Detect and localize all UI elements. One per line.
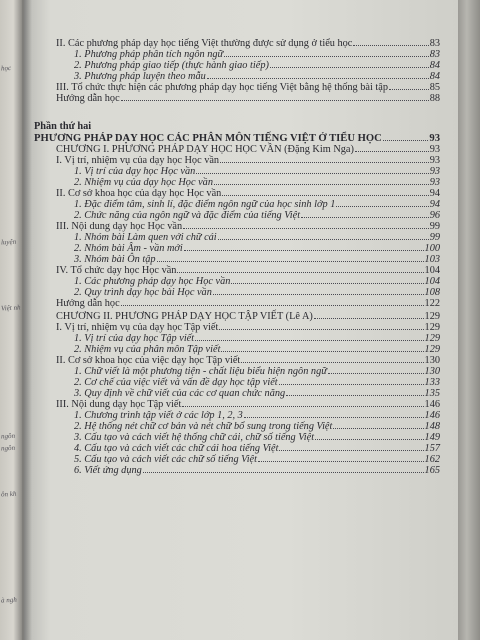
toc-entry <box>34 298 440 309</box>
toc-entry-page: 94 <box>429 188 440 199</box>
toc-entry <box>34 221 440 232</box>
toc-entry-title: 4. Cấu tạo và cách viết các chữ cái hoa tiếng Việt <box>74 443 279 454</box>
leader-dots <box>195 340 423 341</box>
toc-entry-title: Hướng dẫn học <box>56 93 120 104</box>
toc-entry <box>34 155 440 166</box>
toc-entry-page: 104 <box>424 276 440 287</box>
leader-dots <box>121 100 429 101</box>
leader-dots <box>214 184 429 185</box>
toc-entry-title: 3. Phương pháp luyện theo mẫu <box>74 71 206 82</box>
toc-entry-page: 93 <box>429 166 440 177</box>
toc-entry <box>34 399 440 410</box>
leader-dots <box>222 195 428 196</box>
leader-dots <box>279 384 424 385</box>
part-title <box>34 133 440 144</box>
toc-entry-title: 1. Phương pháp phân tích ngôn ngữ <box>74 49 224 60</box>
toc-entry-page: 84 <box>429 60 440 71</box>
toc-entry-page: 149 <box>424 432 440 443</box>
leader-dots <box>224 56 429 57</box>
leader-dots <box>182 406 423 407</box>
toc-entry-title: 3. Cấu tạo và cách viết hệ thống chữ cái, chữ số tiếng Việt <box>74 432 315 443</box>
leader-dots <box>241 362 423 363</box>
leader-dots <box>220 162 429 163</box>
toc-entry <box>34 232 440 243</box>
toc-entry-page: 129 <box>424 311 440 322</box>
toc-entry-title: 1. Các phương pháp dạy học Học vần <box>74 276 231 287</box>
toc-entry-page: 93 <box>429 155 440 166</box>
toc-entry-title: 3. Quy định về chữ viết của các cơ quan chức năng <box>74 388 286 399</box>
leader-dots <box>184 250 424 251</box>
leader-dots <box>314 318 424 319</box>
toc-entry <box>34 355 440 366</box>
margin-fragment: Việt nh <box>0 303 21 313</box>
toc-entry-title: Hướng dẫn học <box>56 298 120 309</box>
toc-entry <box>34 333 440 344</box>
toc-entry-title: 1. Vị trí của dạy học Học vần <box>74 166 196 177</box>
leader-dots <box>270 67 429 68</box>
page-edge <box>458 0 480 640</box>
chapter-entry <box>34 144 440 155</box>
toc-entry-title: 1. Nhóm bài Làm quen với chữ cái <box>74 232 217 243</box>
leader-dots <box>258 461 424 462</box>
toc-entry <box>34 366 440 377</box>
toc-entry-title: II. Cơ sở khoa học của việc dạy học Tập viết <box>56 355 241 366</box>
toc-entry-page: 108 <box>424 287 440 298</box>
toc-entry-page: 94 <box>429 199 440 210</box>
toc-entry-page: 135 <box>424 388 440 399</box>
toc-entry-title: 2. Cơ chế của việc viết và vấn đề dạy học tập viết <box>74 377 278 388</box>
leader-dots <box>279 450 423 451</box>
toc-entry-title: II. Các phương pháp dạy học tiếng Việt thường được sử dụng ở tiểu học <box>56 38 353 49</box>
toc-entry <box>34 377 440 388</box>
toc-entry <box>34 177 440 188</box>
leader-dots <box>231 283 423 284</box>
toc-entry <box>34 388 440 399</box>
toc-entry <box>34 60 440 71</box>
toc-entry <box>34 265 440 276</box>
leader-dots <box>196 173 428 174</box>
toc-entry-title: PHƯƠNG PHÁP DẠY HỌC CÁC PHÂN MÔN TIẾNG VIỆT Ở TIỂU HỌC <box>34 133 382 144</box>
toc-entry-page: 130 <box>424 355 440 366</box>
toc-entry <box>34 287 440 298</box>
toc-entry <box>34 254 440 265</box>
page-gutter-shadow <box>24 0 32 640</box>
toc-entry-page: 83 <box>429 38 440 49</box>
toc-entry <box>34 443 440 454</box>
margin-fragment: ngôn <box>0 443 16 453</box>
toc-entry-title: Phần thứ hai <box>34 121 92 132</box>
leader-dots <box>244 417 424 418</box>
leader-dots <box>143 472 424 473</box>
toc-entry-page: 165 <box>424 465 440 476</box>
leader-dots <box>333 428 423 429</box>
toc-spacer <box>34 104 440 121</box>
toc-entry-title: CHƯƠNG I. PHƯƠNG PHÁP DẠY HỌC HỌC VẦN (Đặng Kim Nga) <box>56 144 354 155</box>
leader-dots <box>157 261 424 262</box>
toc-entry-title: 1. Vị trí của dạy học Tập viết <box>74 333 195 344</box>
toc-entry-page: 104 <box>424 265 440 276</box>
toc-entry-title: III. Nội dung dạy học Tập viết <box>56 399 182 410</box>
toc-entry <box>34 166 440 177</box>
toc-entry <box>34 199 440 210</box>
margin-fragment: ôn kh <box>0 489 17 499</box>
toc-entry <box>34 421 440 432</box>
toc-entry-page: 146 <box>424 399 440 410</box>
toc-entry <box>34 93 440 104</box>
toc-entry <box>34 49 440 60</box>
margin-fragment: ngôn <box>0 431 16 441</box>
toc-entry-page: 96 <box>429 210 440 221</box>
toc-entry <box>34 188 440 199</box>
toc-entry-title: III. Tổ chức thực hiện các phương pháp dạy học tiếng Việt bằng hệ thống bài tập <box>56 82 388 93</box>
toc-entry <box>34 243 440 254</box>
leader-dots <box>121 305 424 306</box>
leader-dots <box>383 140 429 141</box>
toc-entry-page: 130 <box>424 366 440 377</box>
toc-entry-title: 2. Chức năng của ngôn ngữ và đặc điểm của tiếng Việt <box>74 210 301 221</box>
leader-dots <box>213 294 424 295</box>
toc-entry-title: 3. Nhóm bài Ôn tập <box>74 254 156 265</box>
toc-entry-page: 157 <box>424 443 440 454</box>
leader-dots <box>183 228 429 229</box>
toc-entry-page: 133 <box>424 377 440 388</box>
book-page <box>24 0 458 640</box>
toc-entry-title: 2. Nhóm bài Âm - vần mới <box>74 243 183 254</box>
toc-entry <box>34 82 440 93</box>
toc-entry-page: 146 <box>424 410 440 421</box>
leader-dots <box>207 78 429 79</box>
toc-entry-page: 99 <box>429 232 440 243</box>
toc-entry <box>34 71 440 82</box>
toc-entry <box>34 276 440 287</box>
leader-dots <box>355 151 429 152</box>
toc-entry-page: 103 <box>424 254 440 265</box>
leader-dots <box>221 351 423 352</box>
toc-entry-title: III. Nội dung dạy học Học vần <box>56 221 183 232</box>
leader-dots <box>286 395 423 396</box>
toc-entry-page: 162 <box>424 454 440 465</box>
toc-entry-title: II. Cơ sở khoa học của dạy học Học vần <box>56 188 222 199</box>
leader-dots <box>301 217 429 218</box>
toc-entry-title: I. Vị trí, nhiệm vụ của dạy học Tập viết <box>56 322 219 333</box>
toc-entry-title: 2. Quy trình dạy học bài Học vần <box>74 287 212 298</box>
toc-entry-title: 1. Đặc điểm tâm, sinh lí, đặc điểm ngôn ngữ của học sinh lớp 1 <box>74 199 336 210</box>
leader-dots <box>336 206 428 207</box>
toc-entry <box>34 432 440 443</box>
toc-entry-title: 2. Nhiệm vụ của dạy học Học vần <box>74 177 213 188</box>
toc-entry-page: 88 <box>429 93 440 104</box>
part-label <box>34 121 440 132</box>
toc-entry-page: 129 <box>424 333 440 344</box>
toc-entry-title: 5. Cấu tạo và cách viết các chữ số tiếng Việt <box>74 454 257 465</box>
table-of-contents <box>34 38 440 476</box>
toc-entry-page: 84 <box>429 71 440 82</box>
toc-entry-title: 2. Phương pháp giao tiếp (thực hành giao tiếp) <box>74 60 269 71</box>
chapter-entry <box>34 311 440 322</box>
toc-entry <box>34 38 440 49</box>
toc-entry-title: 6. Viết ứng dụng <box>74 465 142 476</box>
toc-entry-page: 85 <box>429 82 440 93</box>
toc-entry-page: 83 <box>429 49 440 60</box>
toc-entry-title: I. Vị trí, nhiệm vụ của dạy học Học vần <box>56 155 220 166</box>
toc-entry-page: 99 <box>429 221 440 232</box>
toc-entry-page: 148 <box>424 421 440 432</box>
toc-entry <box>34 210 440 221</box>
leader-dots <box>353 45 428 46</box>
toc-entry-page: 93 <box>429 133 440 144</box>
toc-entry-page: 122 <box>424 298 440 309</box>
leader-dots <box>218 239 429 240</box>
toc-entry-title: IV. Tổ chức dạy học Học vần <box>56 265 177 276</box>
toc-entry-title: CHƯƠNG II. PHƯƠNG PHÁP DẠY HỌC TẬP VIẾT (Lê A) <box>56 311 313 322</box>
toc-entry-page: 93 <box>429 177 440 188</box>
leader-dots <box>389 89 429 90</box>
leader-dots <box>219 329 423 330</box>
toc-entry-page: 93 <box>429 144 440 155</box>
leader-dots <box>315 439 423 440</box>
toc-entry <box>34 454 440 465</box>
margin-fragment: luyện <box>0 237 17 247</box>
toc-entry-title: 2. Nhiệm vụ của phân môn Tập viết <box>74 344 221 355</box>
toc-entry <box>34 322 440 333</box>
margin-fragment: học <box>0 63 12 73</box>
toc-entry-page: 100 <box>424 243 440 254</box>
toc-entry-page: 129 <box>424 344 440 355</box>
margin-fragment: à ngh <box>0 595 17 605</box>
leader-dots <box>177 272 423 273</box>
toc-entry <box>34 344 440 355</box>
toc-entry <box>34 410 440 421</box>
toc-entry-page: 129 <box>424 322 440 333</box>
leader-dots <box>328 373 424 374</box>
adjacent-page-strip <box>0 0 22 640</box>
toc-entry-title: 1. Chương trình tập viết ở các lớp 1, 2, 3 <box>74 410 243 421</box>
toc-entry <box>34 465 440 476</box>
toc-entry-title: 1. Chữ viết là một phương tiện - chất liệu biểu hiện ngôn ngữ <box>74 366 327 377</box>
toc-entry-title: 2. Hệ thống nét chữ cơ bản và nét chữ bổ sung trong tiếng Việt <box>74 421 333 432</box>
